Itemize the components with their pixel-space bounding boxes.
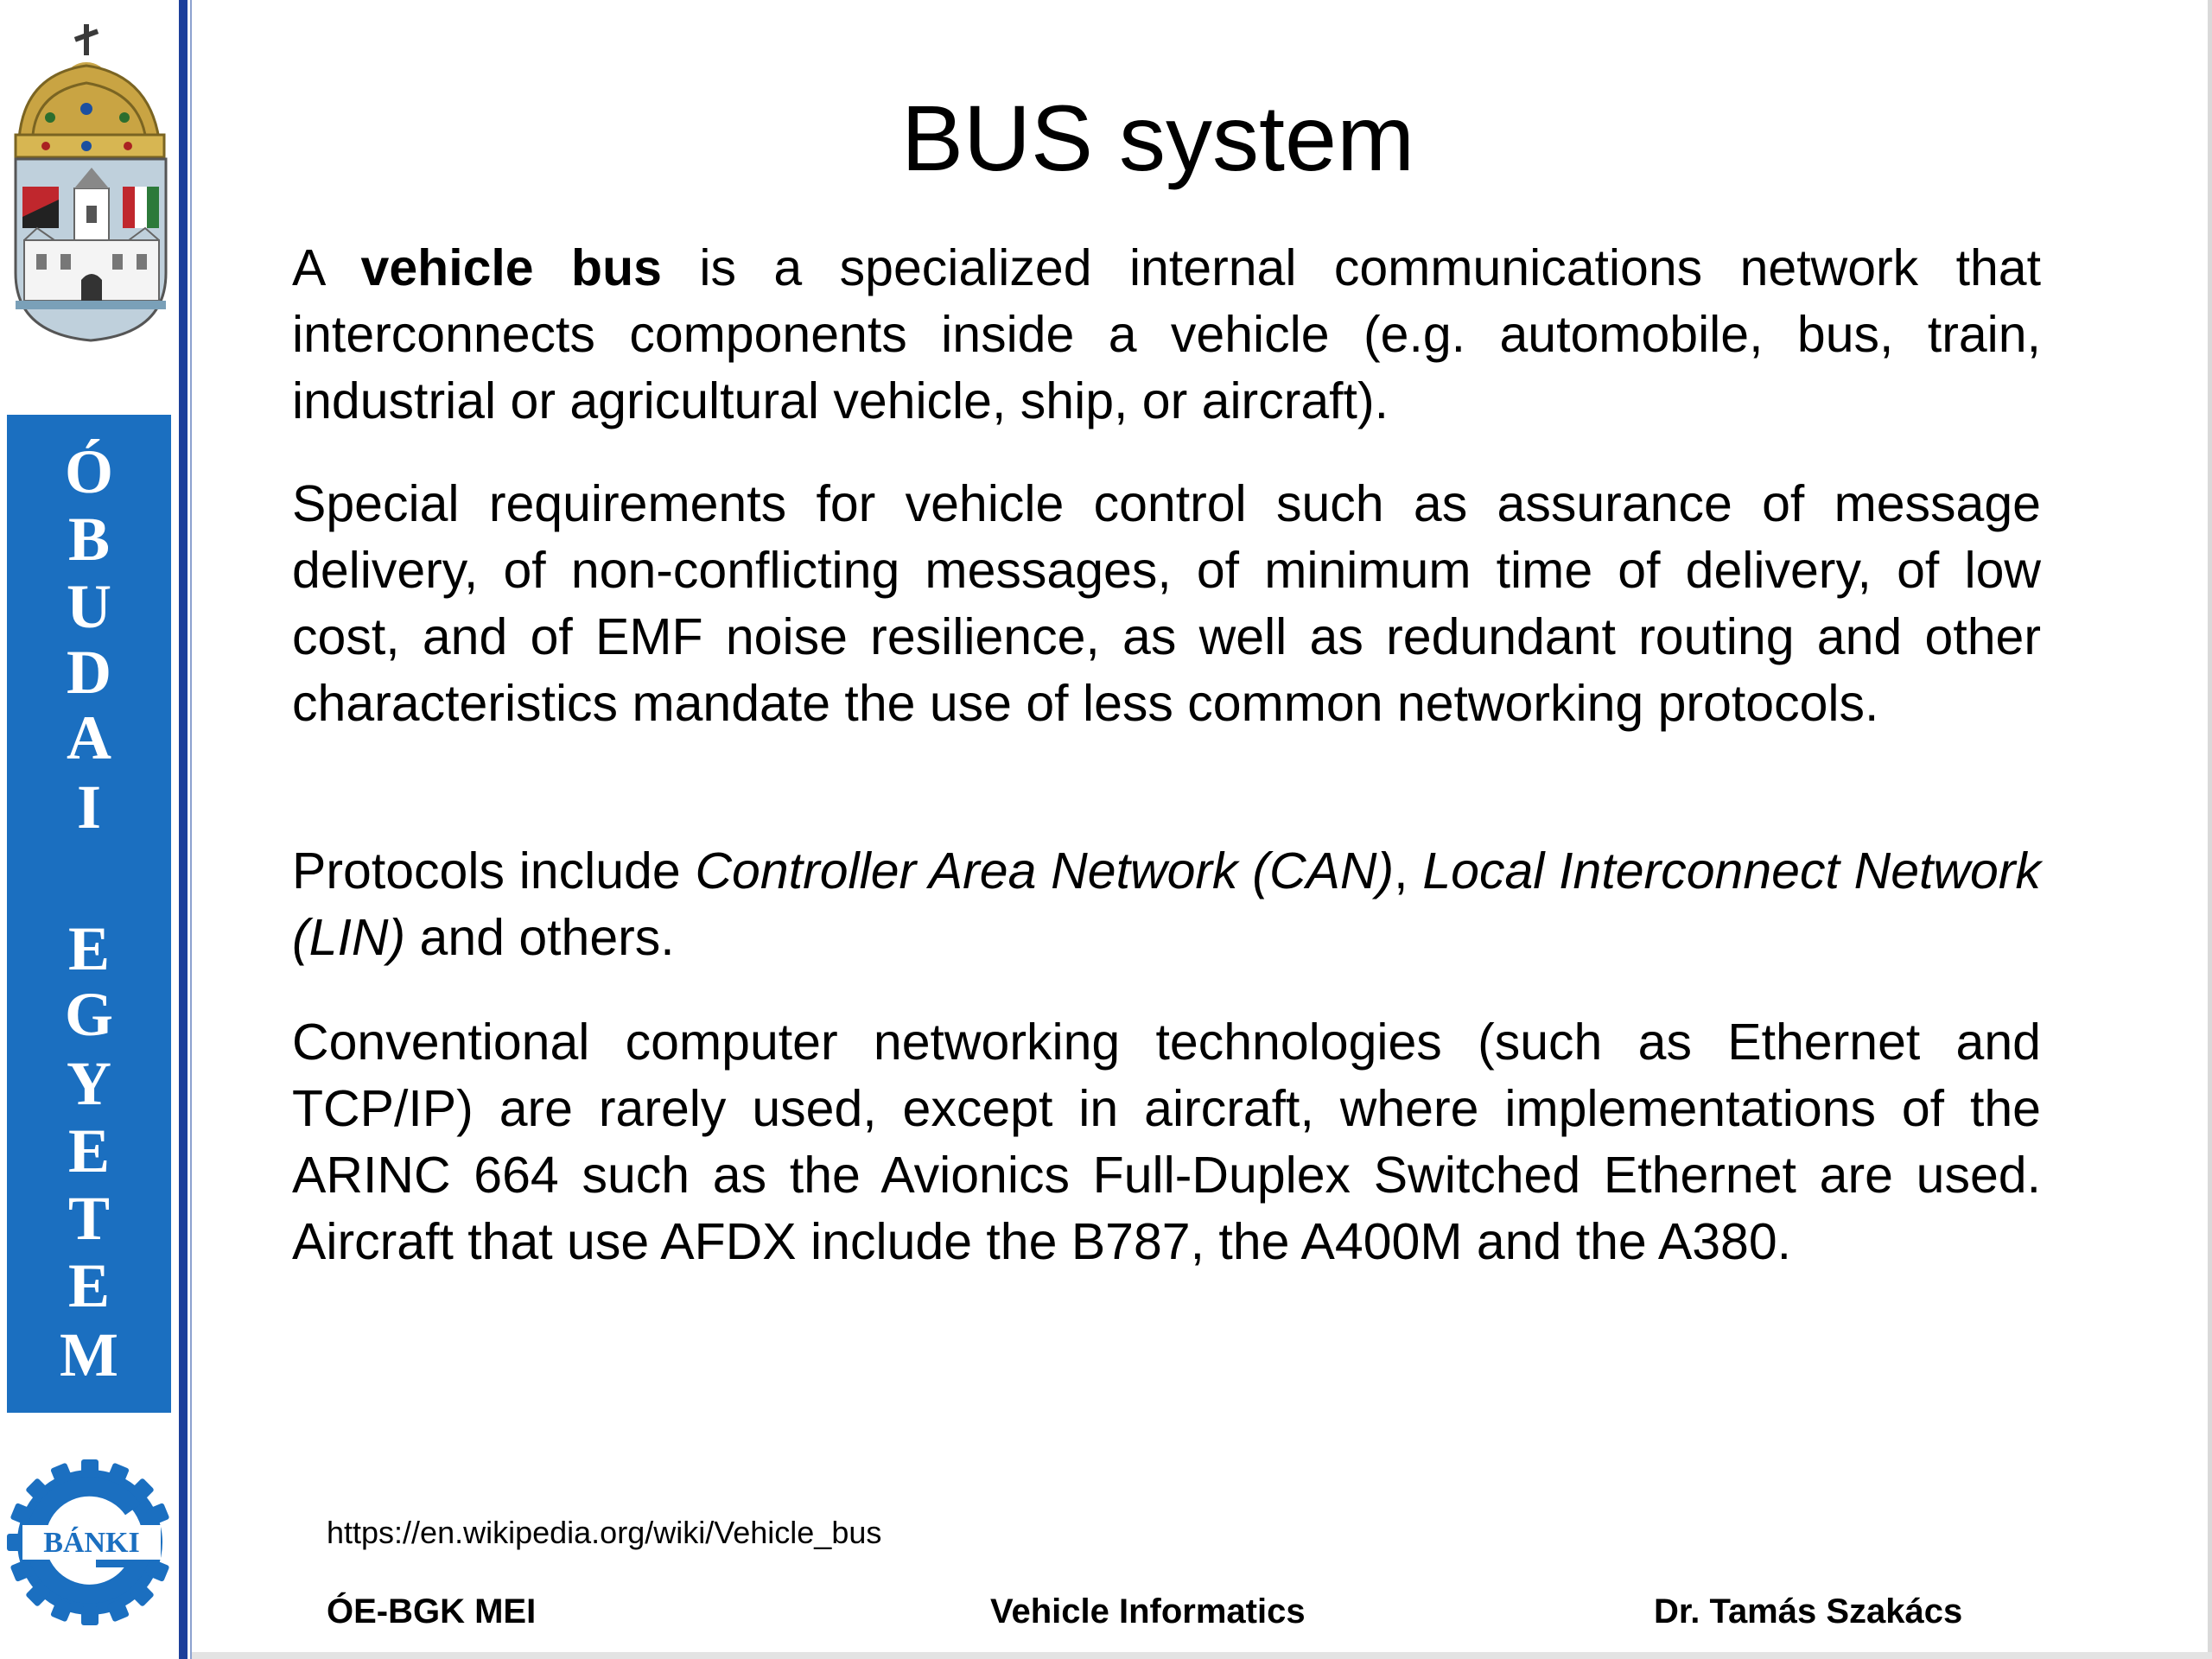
paragraph-text: A xyxy=(292,239,361,296)
sidebar xyxy=(0,0,192,1659)
paragraph-text: Protocols include xyxy=(292,842,696,899)
banki-gear-logo-icon xyxy=(3,1456,176,1629)
university-crest-icon xyxy=(7,22,176,342)
slide-bottom-edge xyxy=(192,1652,2212,1659)
footer-author: Dr. Tamás Szakács xyxy=(1654,1592,1963,1630)
slide-title: BUS system xyxy=(900,86,1415,190)
protocol-can: Controller Area Network (CAN) xyxy=(695,842,1395,899)
band-letter: I xyxy=(76,772,102,842)
paragraph-text: is a specialized internal communications network that interconnects components inside a vehicle (e.g. automobile, bus, train, industrial or agricultural vehicle, ship, or aircraft). xyxy=(292,239,2041,429)
term-vehicle-bus: vehicle bus xyxy=(360,239,662,296)
footer-course-title: Vehicle Informatics xyxy=(990,1592,1306,1630)
band-letter: G xyxy=(64,980,113,1049)
paragraph-special-requirements: Special requirements for vehicle control such as assurance of message delivery, of non-conflicting messages, of minimum time of delivery, of low cost, and of EMF noise resilience, as well as redundant routing and other characteristics mandate the use of less common networking protocols. xyxy=(292,475,2041,732)
sidebar-divider xyxy=(179,0,188,1659)
band-letter: U xyxy=(67,572,111,641)
band-letter: M xyxy=(60,1320,118,1389)
source-link[interactable]: https://en.wikipedia.org/wiki/Vehicle_bus xyxy=(327,1515,882,1550)
band-letter: D xyxy=(67,638,111,707)
protocol-lin: Local Interconnect Network (LIN) xyxy=(292,842,2041,966)
band-letter: A xyxy=(67,703,111,772)
paragraph-protocols xyxy=(292,838,2041,971)
band-letter: E xyxy=(67,1116,111,1185)
slide-right-edge xyxy=(2208,0,2212,1659)
sidebar-divider-line xyxy=(190,0,192,1659)
university-name-band xyxy=(7,415,171,1413)
footer-department: ÓE-BGK MEI xyxy=(327,1592,537,1630)
paragraph-vehicle-bus-definition xyxy=(292,235,2041,435)
band-letter: T xyxy=(67,1184,111,1253)
paragraph-conventional-networking: Conventional computer networking technologies (such as Ethernet and TCP/IP) are rarely used, except in aircraft, where implementations of the ARINC 664 such as the Avionics Full-Duplex Switched Ethernet are used. Aircraft that use AFDX include the B787, the A400M and the A380. xyxy=(292,1014,2041,1270)
band-letter: E xyxy=(67,1251,111,1320)
band-letter: Y xyxy=(67,1049,111,1118)
paragraph-text: , xyxy=(1394,842,1423,899)
band-letter: E xyxy=(67,914,111,983)
band-letter: Ó xyxy=(64,437,113,506)
band-letter: B xyxy=(67,505,111,574)
paragraph-text: and others. xyxy=(405,909,675,966)
banki-logo-text: BÁNKI xyxy=(43,1527,140,1559)
